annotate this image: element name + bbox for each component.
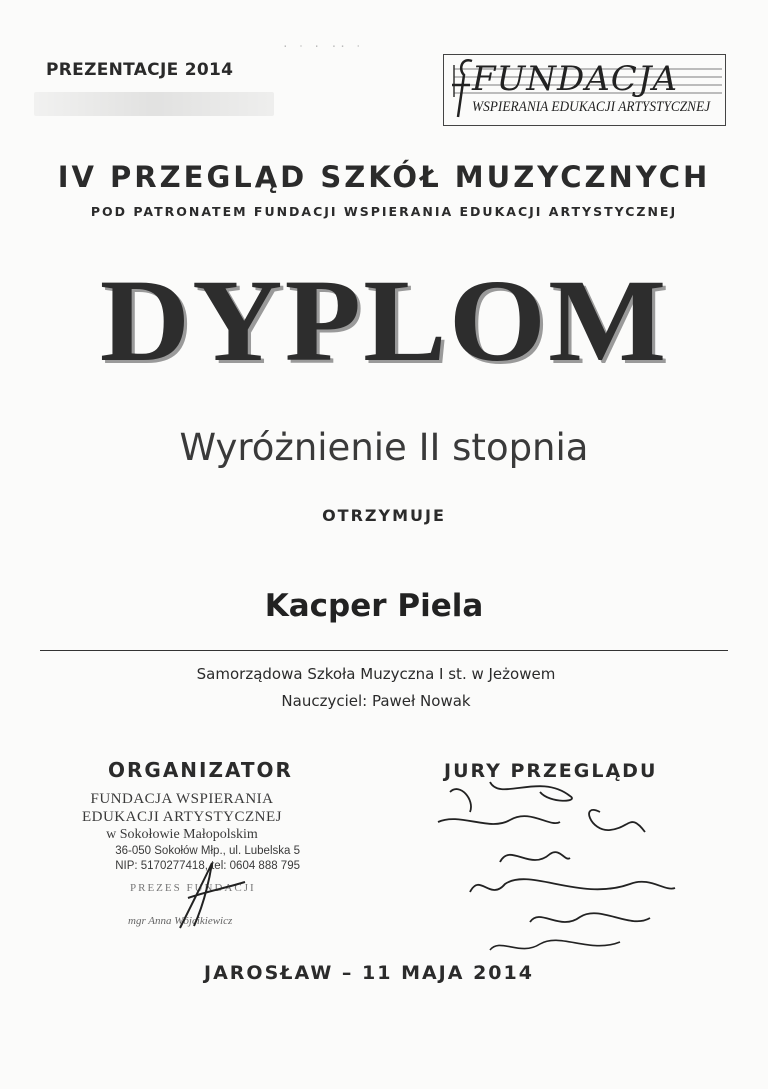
patronage-line: POD PATRONATEM FUNDACJI WSPIERANIA EDUKACJI ARTYSTYCZNEJ [90,204,678,219]
teacher-name: Nauczyciel: Paweł Nowak [281,692,471,710]
organizer-signature [150,858,270,933]
logo-title: FUNDACJA [472,59,679,99]
organizer-heading: ORGANIZATOR [108,758,293,782]
stamp-address: 36-050 Sokołów Młp., ul. Lubelska 5 [115,845,300,857]
receives-label: OTRZYMUJE [322,506,446,525]
review-title: IV PRZEGLĄD SZKÓŁ MUZYCZNYCH [57,160,711,194]
series-tag: PREZENTACJE 2014 [46,60,234,80]
seal-role: PREZES FUNDACJI [130,882,256,894]
scan-artifact: · ‧ · ·· ‧ [282,40,362,53]
jury-signatures [430,772,690,962]
diploma-heading: DYPLOM [99,255,669,386]
place-and-date: JAROSŁAW – 11 MAJA 2014 [204,962,534,984]
stamp-line: FUNDACJA WSPIERANIA [90,791,274,807]
recipient-name: Kacper Piela [264,588,484,624]
school-name: Samorządowa Szkoła Muzyczna I st. w Jeżowem [196,665,556,683]
divider-rule [40,650,728,651]
stamp-line: EDUKACJI ARTYSTYCZNEJ [81,809,283,825]
stamp-line: w Sokołowie Małopolskim [106,827,258,842]
jury-heading: JURY PRZEGLĄDU [444,760,658,782]
stamp-tax-id: NIP: 5170277418, tel: 0604 888 795 [115,860,300,872]
seal-name: mgr Anna Wójcikiewicz [128,915,233,927]
foundation-logo [443,54,726,126]
redaction-smudge [34,92,274,116]
award-level: Wyróżnienie II stopnia [179,426,589,469]
logo-subtitle: WSPIERANIA EDUKACJI ARTYSTYCZNEJ [472,99,711,115]
